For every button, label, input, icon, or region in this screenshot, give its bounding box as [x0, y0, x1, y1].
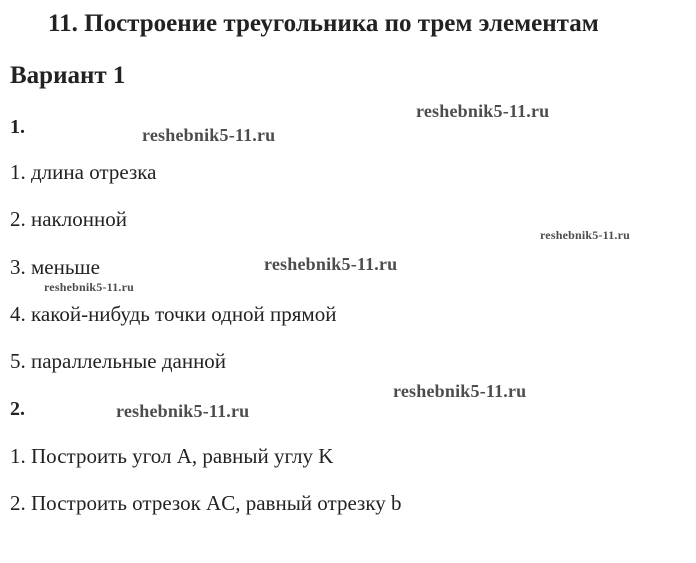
watermark: reshebnik5-11.ru [393, 381, 527, 401]
task-2-number: 2. [10, 398, 25, 420]
task-1-answer-4: 4. какой-нибудь точки одной прямой [10, 302, 337, 326]
variant-heading: Вариант 1 [10, 62, 126, 89]
watermark: reshebnik5-11.ru [264, 254, 398, 274]
watermark: reshebnik5-11.ru [540, 228, 630, 242]
task-1-answer-5: 5. параллельные данной [10, 349, 227, 373]
watermark: reshebnik5-11.ru [142, 125, 276, 145]
page-title: 11. Построение треугольника по трем элементам [48, 10, 599, 37]
task-1-answer-3: 3. меньше [10, 255, 100, 279]
task-1-answer-2: 2. наклонной [10, 207, 127, 231]
watermark: reshebnik5-11.ru [116, 401, 250, 421]
task-2-answer-1: 1. Построить угол A, равный углу K [10, 444, 334, 468]
watermark: reshebnik5-11.ru [416, 101, 550, 121]
task-2-answer-2: 2. Построить отрезок AC, равный отрезку b [10, 491, 402, 515]
task-1-number: 1. [10, 116, 25, 138]
task-1-answer-1: 1. длина отрезка [10, 160, 157, 184]
watermark: reshebnik5-11.ru [44, 280, 134, 294]
